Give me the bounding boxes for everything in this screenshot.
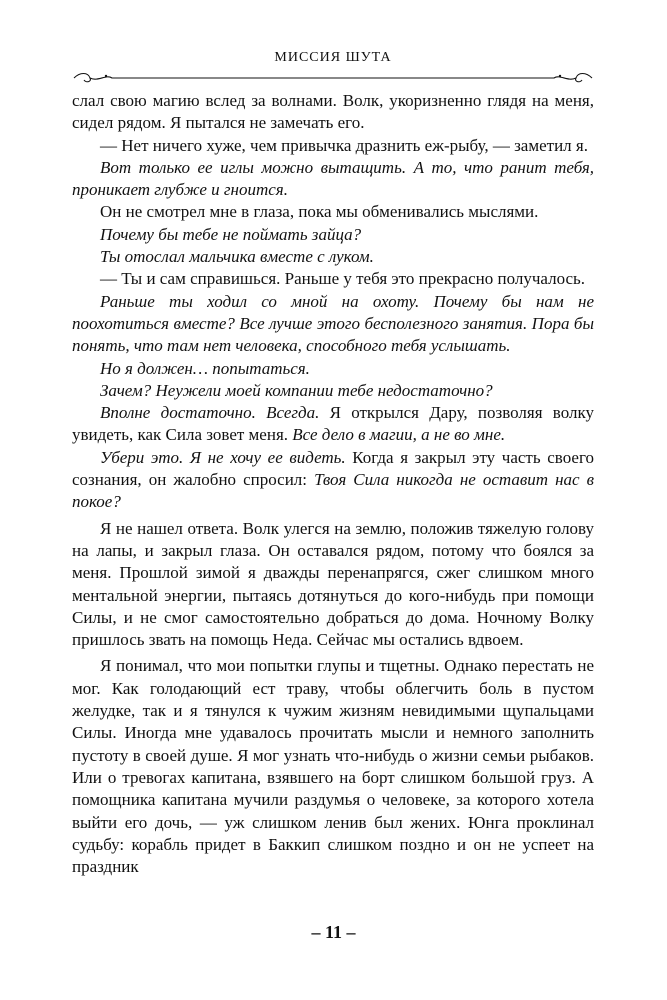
paragraph — [72, 291, 594, 358]
text: Он не смотрел мне в глаза, пока мы обменивались мыслями. — [100, 202, 539, 222]
paragraph — [72, 447, 594, 514]
running-header — [72, 50, 594, 80]
italic-text: Твоя Сила никогда не оставит нас в покое? — [72, 470, 594, 512]
paragraph — [72, 358, 594, 380]
paragraph — [72, 380, 594, 402]
paragraph — [72, 157, 594, 202]
text: Когда я закрыл эту часть своего сознания, он жалобно спросил: — [72, 447, 594, 490]
italic-text: Но я должен… попытаться. — [100, 358, 310, 378]
paragraph — [72, 518, 594, 652]
italic-text: Вот только ее иглы можно вытащить. А то, что ранит тебя, проникает глубже и гноится. — [72, 157, 594, 200]
paragraph — [72, 268, 594, 290]
text: Я открылся Дару, позволяя волку увидеть, как Сила зовет меня. — [72, 403, 594, 445]
italic-text: Убери это. Я не хочу ее видеть. — [100, 447, 346, 467]
italic-text: Все дело в магии, а не во мне. — [292, 425, 506, 445]
paragraph — [72, 402, 594, 447]
text: — Ты и сам справишься. Раньше у тебя это прекрасно получалось. — [100, 269, 586, 289]
italic-text: Раньше ты ходил со мной на охоту. Почему бы нам не поохотиться вместе? Все лучше этого бесполезного занятия. Пора бы понять, что там нет человека, способного тебя услышать. — [72, 291, 594, 356]
paragraph — [72, 655, 594, 878]
italic-text: Почему бы тебе не поймать зайца? — [100, 224, 362, 244]
text: слал свою магию вслед за волнами. Волк, укоризненно глядя на меня, сидел рядом. Я пытался не замечать его. — [72, 91, 594, 133]
paragraph — [72, 224, 594, 246]
page-number: – 11 – — [311, 922, 356, 942]
italic-text: Вполне достаточно. Всегда. — [100, 403, 320, 423]
text: — Нет ничего хуже, чем привычка дразнить еж-рыбу, — заметил я. — [100, 135, 588, 155]
text: Я не нашел ответа. Волк улегся на землю, положив тяжелую голову на лапы, и закрыл глаза. Он оставался рядом, потому что боялся за меня. Прошлой зимой я дважды перенапрягся, сжег слишком много ментальной энергии, пытаясь дотянуться до кого-нибудь при помощи Силы, и не смог самостоятельно добраться до дома. Ночному Волку пришлось звать на помощь Неда. Сейчас мы остались вдвоем. — [72, 518, 594, 650]
text: Я понимал, что мои попытки глупы и тщетны. Однако перестать не мог. Как голодающий ест траву, чтобы облегчить боль в пустом желудке, так и я тянулся к чужим жизням невидимыми щупальцами Силы. Иногда мне удавалось прочитать мысли и немного заполнить пустоту в своей душе. Я мог узнать что-нибудь о жизни семьи рыбаков. Или о тревогах капитана, взявшего на борт слишком большой груз. А помощника капитана мучили раздумья о человеке, за которого хотела выйти его дочь, — уж слишком ленив был жених. Юнга проклинал судьбу: корабль придет в Баккип слишком поздно и он не успеет на праздник — [72, 656, 594, 877]
italic-text: Ты отослал мальчика вместе с луком. — [100, 247, 374, 267]
paragraph — [72, 201, 594, 223]
paragraph — [72, 135, 594, 157]
italic-text: Зачем? Неужели моей компании тебе недостаточно? — [100, 380, 493, 400]
running-title: МИССИЯ ШУТА — [274, 50, 392, 65]
paragraph — [72, 246, 594, 268]
paragraph — [72, 90, 594, 135]
page-body — [72, 90, 594, 878]
ornamental-rule — [72, 72, 594, 84]
